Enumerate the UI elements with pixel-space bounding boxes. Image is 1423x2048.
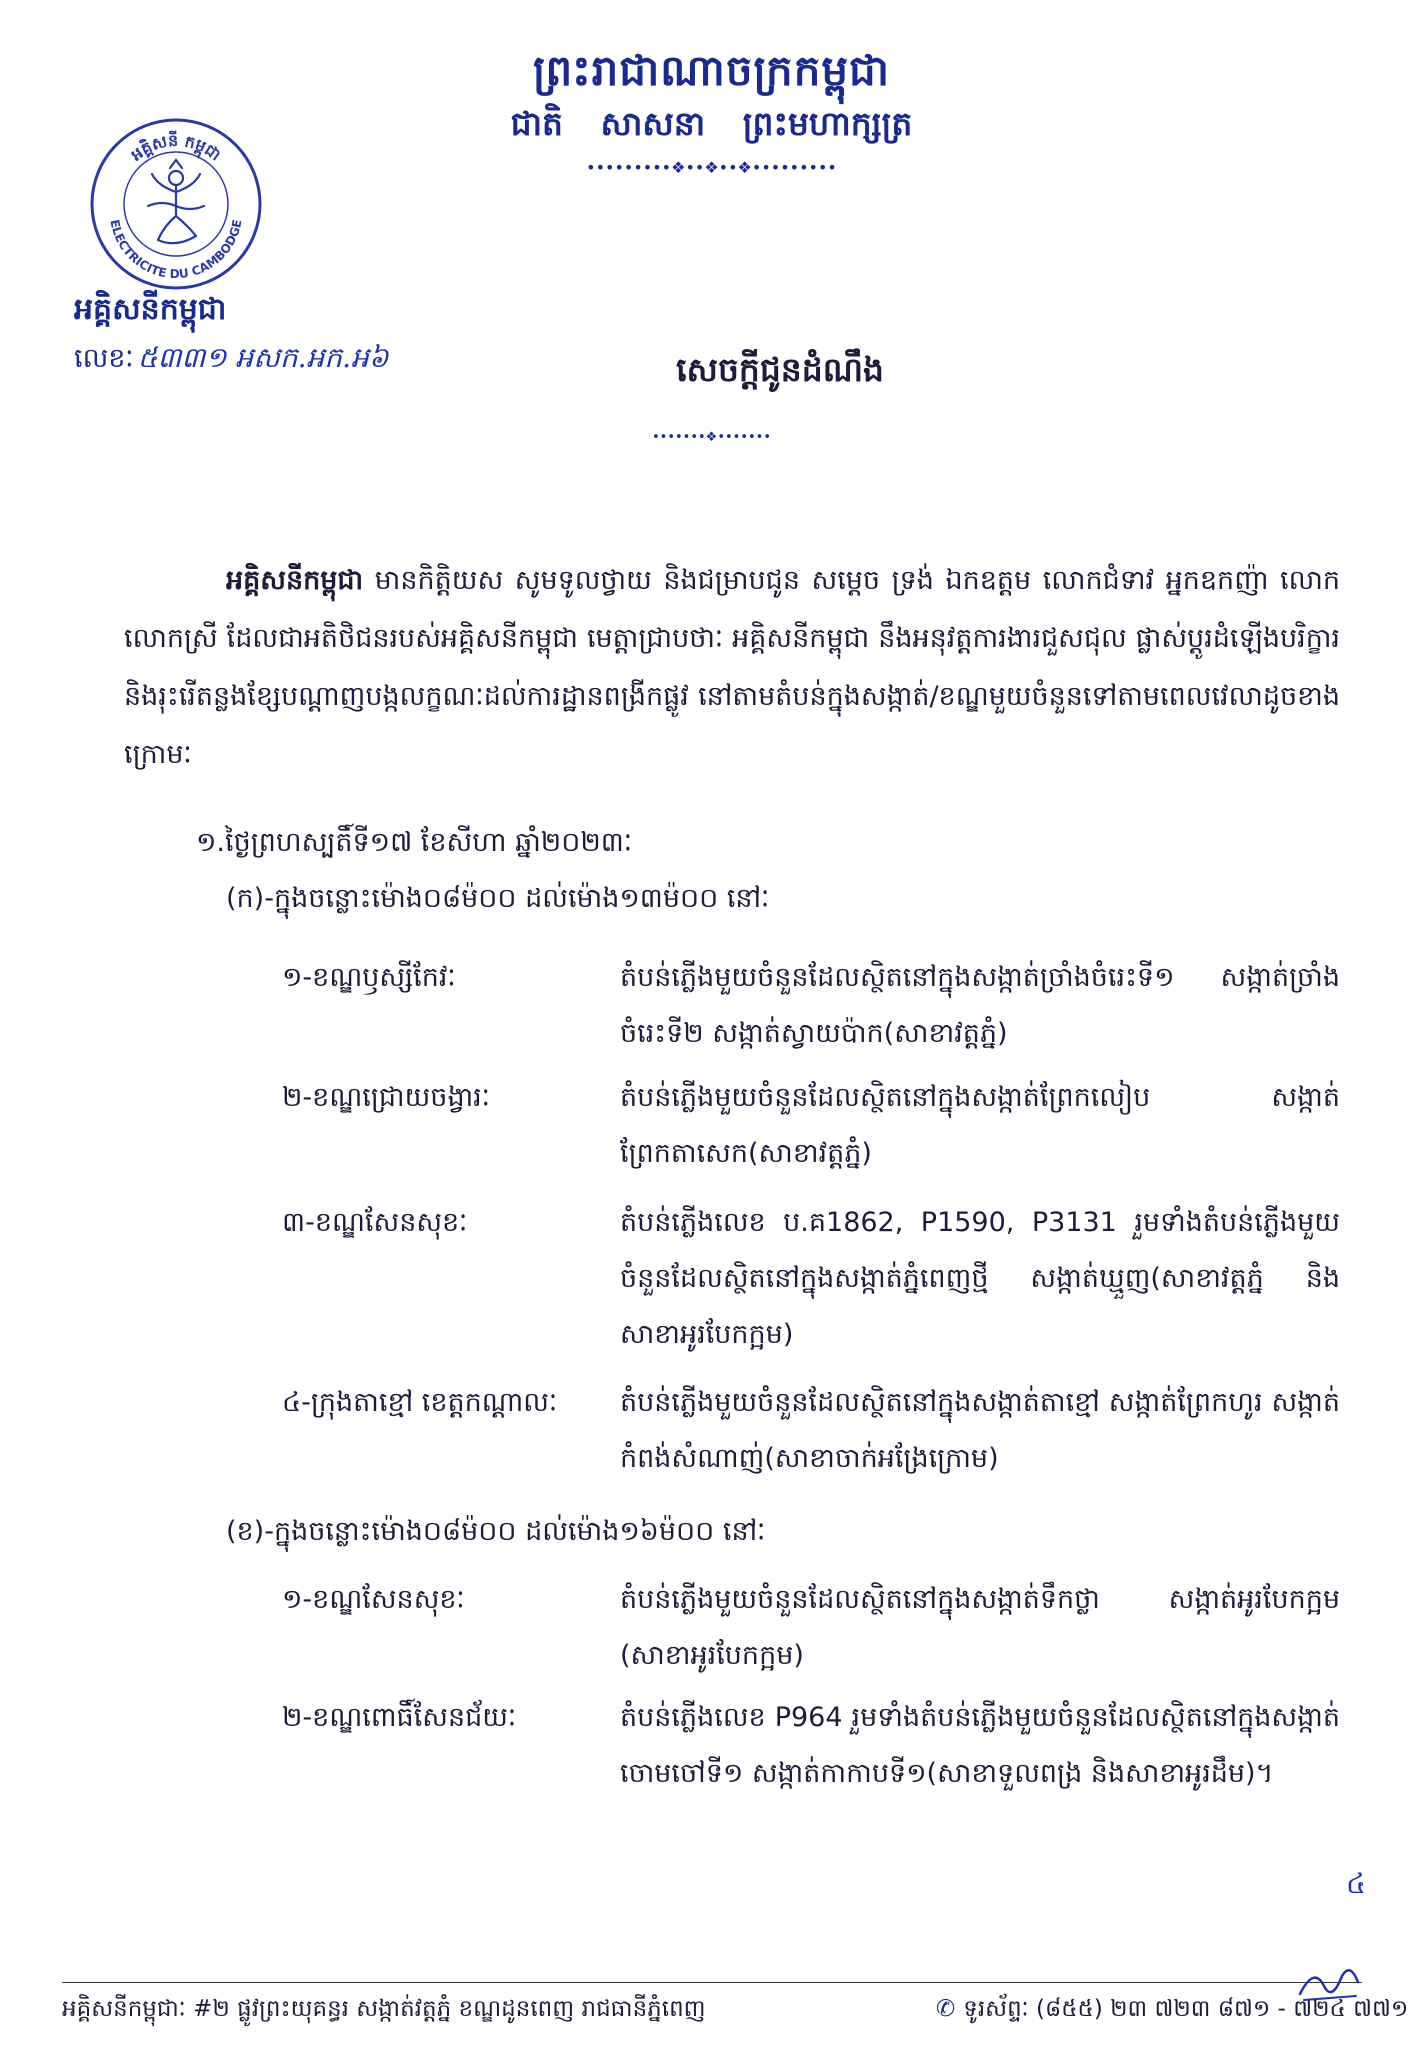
- title-ornament: •••••••❖•••••••: [651, 430, 771, 445]
- item-label: ៣-ខណ្ឌសែនសុខៈ: [282, 1207, 468, 1238]
- item-label: ១-ខណ្ឌឫស្សីកែវៈ: [282, 962, 456, 993]
- item-description: តំបន់ភ្លើងលេខ ប.គ1862, P1590, P3131 រួមទាំងតំបន់ភ្លើងមួយចំនួនដែលស្ថិតនៅក្នុងសង្កាត់ភ្នំពេញថ្មី សង្កាត់ឃ្មួញ(សាខាវត្តភ្នំ និងសាខាអូរបែកក្អម): [620, 1207, 1340, 1350]
- seal-bottom-text: ELECTRICITE DU CAMBODGE: [107, 218, 245, 282]
- apsara-emblem-icon: [148, 160, 204, 243]
- kingdom-heading: ព្រះរាជាណាចក្រកម្ពុជា: [532, 46, 891, 95]
- item-description: តំបន់ភ្លើងលេខ P964 រួមទាំងតំបន់ភ្លើងមួយចំនួនដែលស្ថិតនៅក្នុងសង្កាត់ចោមចៅទី១ សង្កាត់កាកាបទី១(សាខាទួលពង្រ និងសាខាអូរដឹម)។: [620, 1702, 1340, 1789]
- footer-phone-number: ទូរស័ព្ទៈ (៨៥៥) ២៣ ៧២៣ ៨៧១ - ៧២៤ ៧៧១: [963, 1996, 1409, 2022]
- footer-address: អគ្គិសនីកម្ពុជាៈ #២ ផ្លូវព្រះយុគន្ធរ សង្កាត់វត្តភ្នំ ខណ្ឌដូនពេញ រាជធានីភ្នំពេញ: [62, 1996, 706, 2022]
- reference-number: ៥៣៣១ អសក.អក.អ៦: [137, 341, 389, 374]
- reference-line: [74, 340, 389, 381]
- header-ornament: •••••••••❖••❖••❖•••••••••: [586, 158, 837, 177]
- section-b-heading: (ខ)-ក្នុងចន្លោះម៉ោង០៨ម៉០០ ដល់ម៉ោង១៦ម៉០០ នៅៈ: [226, 1516, 766, 1547]
- item-label: ១-ខណ្ឌសែនសុខៈ: [282, 1584, 465, 1615]
- item-label: ២-ខណ្ឌពោធិ៍សែនជ័យៈ: [282, 1702, 517, 1733]
- item-description: តំបន់ភ្លើងមួយចំនួនដែលស្ថិតនៅក្នុងសង្កាត់ទឹកថ្លា សង្កាត់អូរបែកក្អម (សាខាអូរបែកក្អម): [620, 1584, 1340, 1671]
- reference-label: លេខៈ: [74, 343, 134, 374]
- intro-paragraph: [124, 552, 1340, 784]
- section-a-heading: (ក)-ក្នុងចន្លោះម៉ោង០៨ម៉០០ ដល់ម៉ោង១៣ម៉០០ នៅៈ: [226, 883, 770, 914]
- national-motto: ជាតិ សាសនា ព្រះមហាក្សត្រ: [510, 104, 913, 143]
- phone-icon: ✆: [936, 1996, 956, 2022]
- date-heading: ១.ថ្ងៃព្រហស្បតិ៍ទី១៧ ខែសីហា ឆ្នាំ២០២៣ៈ: [196, 827, 633, 858]
- item-label: ២-ខណ្ឌជ្រោយចង្វារៈ: [282, 1082, 490, 1113]
- page-mark: ៤: [1346, 1867, 1366, 1900]
- item-label: ៤-ក្រុងតាខ្មៅ ខេត្តកណ្តាលៈ: [282, 1387, 558, 1418]
- item-description: តំបន់ភ្លើងមួយចំនួនដែលស្ថិតនៅក្នុងសង្កាត់តាខ្មៅ សង្កាត់ព្រែកហូរ សង្កាត់កំពង់សំណាញ់(សាខាចាក់អង្រែក្រោម): [620, 1387, 1340, 1474]
- sender-organization: អគ្គិសនីកម្ពុជា: [74, 292, 227, 327]
- item-description: តំបន់ភ្លើងមួយចំនួនដែលស្ថិតនៅក្នុងសង្កាត់ច្រាំងចំរេះទី១ សង្កាត់ច្រាំងចំរេះទី២ សង្កាត់ស្វាយប៉ាក(សាខាវត្តភ្នំ): [620, 962, 1340, 1049]
- document-title: សេចក្តីជូនដំណឹង: [676, 350, 884, 389]
- intro-text: មានកិត្តិយស សូមទូលថ្វាយ និងជម្រាបជូន សម្តេច ទ្រង់ ឯកឧត្តម លោកជំទាវ អ្នកឧកញ៉ា លោក លោកស្រី ដែលជាអតិថិជនរបស់អគ្គិសនីកម្ពុជា មេត្តាជ្រាបថាៈ អគ្គិសនីកម្ពុជា នឹងអនុវត្តការងារជួសជុល ផ្លាស់ប្តូរដំឡើងបរិក្ខារ និងរុះរើតន្លងខ្សែបណ្តាញបង្កលក្ខណៈដល់ការដ្ឋានពង្រីកផ្លូវ នៅតាមតំបន់ក្នុងសង្កាត់/ខណ្ឌមួយចំនួនទៅតាមពេលវេលាដូចខាងក្រោមៈ: [124, 565, 1340, 770]
- seal-top-text: អគ្គិសនី កម្ពុជា: [127, 130, 225, 165]
- company-seal: [88, 116, 264, 292]
- intro-organization: អគ្គិសនីកម្ពុជា: [226, 565, 364, 596]
- handwritten-initials: [1294, 1956, 1364, 2008]
- footer-divider: [62, 1982, 1362, 1983]
- item-description: តំបន់ភ្លើងមួយចំនួនដែលស្ថិតនៅក្នុងសង្កាត់ព្រែកលៀប សង្កាត់ព្រែកតាសេក(សាខាវត្តភ្នំ): [620, 1082, 1340, 1169]
